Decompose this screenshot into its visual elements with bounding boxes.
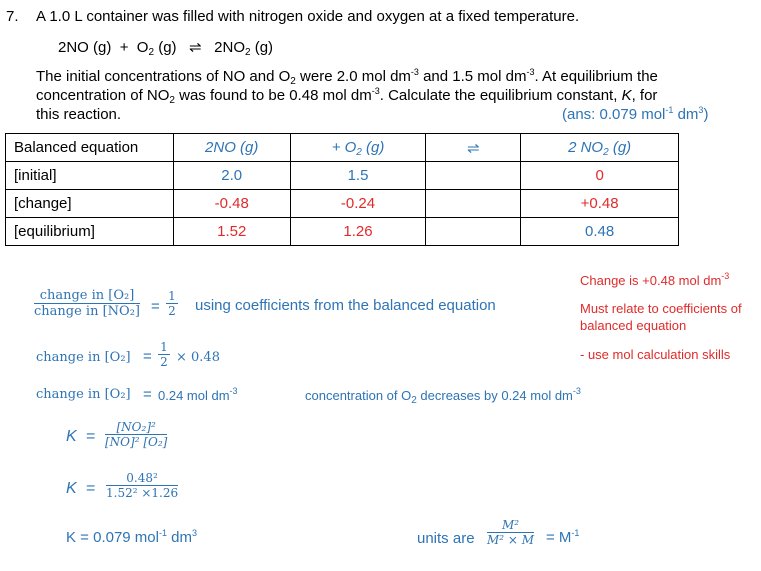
step2-half xyxy=(158,340,170,369)
ice-table xyxy=(5,133,679,246)
units-fraction xyxy=(487,518,534,547)
k-result-pre: K = 0.079 mol xyxy=(66,529,159,546)
line1-exp2: -3 xyxy=(526,67,535,77)
row-label: [change] xyxy=(6,190,174,218)
units-numerator: M² xyxy=(501,518,520,532)
line1-sub: 2 xyxy=(290,76,296,87)
line1-pre: The initial concentrations of NO and O xyxy=(36,68,291,85)
row-label: [initial] xyxy=(6,162,174,190)
question-intro: A 1.0 L container was filled with nitrogen oxide and oxygen at a fixed temperature. xyxy=(36,8,580,25)
step3-note xyxy=(305,386,581,406)
k-result-post: dm xyxy=(167,529,193,546)
eq-right-state: (g) xyxy=(250,39,274,56)
header-no2-sub: 2 xyxy=(603,147,609,158)
k-values-fraction xyxy=(106,471,178,500)
eq-o2: O xyxy=(136,39,149,56)
units-exp: -1 xyxy=(571,528,580,538)
ratio-equals: = xyxy=(151,298,160,315)
question-line-1 xyxy=(36,68,658,85)
cell-no2: 0 xyxy=(521,162,679,190)
step3-label: change in [O₂] xyxy=(36,387,131,402)
cell-no: 2.0 xyxy=(173,162,290,190)
cell-empty xyxy=(426,162,521,190)
k-equals-1: = xyxy=(86,428,96,445)
ratio-fraction xyxy=(34,288,140,319)
note-change xyxy=(580,273,729,288)
step3-note-exp: -3 xyxy=(572,386,581,396)
line2-post: . Calculate the equilibrium constant, xyxy=(379,87,622,104)
answer-hint xyxy=(562,106,708,123)
header-o2 xyxy=(290,134,426,162)
k-equals-2: = xyxy=(86,480,96,497)
answer-mid: dm xyxy=(673,106,699,123)
answer-post: ) xyxy=(703,106,709,123)
line1-mid: were 2.0 mol dm xyxy=(295,68,411,85)
step3-equals: = xyxy=(143,386,152,403)
step3-note-pre: concentration of O xyxy=(305,388,412,403)
units-eq: = M xyxy=(546,529,572,546)
note-coefficients-1: Must relate to coefficients of xyxy=(580,301,742,316)
k-expr-denominator: [NO]² [O₂] xyxy=(105,435,168,449)
row-label: [equilibrium] xyxy=(6,218,174,246)
cell-no2: 0.48 xyxy=(521,218,679,246)
table-row xyxy=(6,218,679,246)
line1-mid2: and 1.5 mol dm xyxy=(418,68,527,85)
header-no2-pre: 2 NO xyxy=(568,139,604,156)
cell-no: 1.52 xyxy=(173,218,290,246)
eq-plus: + xyxy=(119,39,129,56)
table-row xyxy=(6,162,679,190)
ratio-denominator: change in [NO₂] xyxy=(34,304,140,319)
answer-exp1: -1 xyxy=(665,105,674,115)
cell-no: -0.48 xyxy=(173,190,290,218)
eq-right: 2NO xyxy=(214,39,245,56)
step3-note-post: decreases by 0.24 mol dm xyxy=(416,388,573,403)
line1-exp1: -3 xyxy=(410,67,419,77)
half-denominator: 2 xyxy=(160,355,168,369)
k-result-exp2: 3 xyxy=(192,528,198,538)
half-numerator: 1 xyxy=(168,289,176,303)
reaction-equation xyxy=(58,38,273,56)
k-values-denominator: 1.52² ×1.26 xyxy=(106,486,179,500)
header-no xyxy=(173,134,290,162)
note-mol-skills: - use mol calculation skills xyxy=(580,347,731,362)
step3-value xyxy=(158,388,238,403)
eq-o2-state: (g) xyxy=(154,39,177,56)
note1-exp: -3 xyxy=(721,271,730,281)
note1-pre: Change is +0.48 mol dm xyxy=(580,273,722,288)
header-no2 xyxy=(521,134,679,162)
line1-post: . At equilibrium the xyxy=(534,68,658,85)
note-coefficients-2: balanced equation xyxy=(580,318,687,333)
step2-multiplier: × 0.48 xyxy=(176,350,220,365)
cell-o2: 1.26 xyxy=(290,218,426,246)
step3-note-sub: 2 xyxy=(411,395,417,406)
k-values-numerator: 0.48² xyxy=(126,471,158,485)
line2-sub: 2 xyxy=(169,95,175,106)
cell-empty xyxy=(426,218,521,246)
k-expr-numerator: [NO₂]² xyxy=(116,420,156,434)
eq-right-sub: 2 xyxy=(244,47,251,58)
step3-val: 0.24 mol dm xyxy=(158,388,230,403)
header-o2-pre: + O xyxy=(331,139,357,156)
k-result xyxy=(66,529,197,546)
line2-exp: -3 xyxy=(371,86,380,96)
cell-no2: +0.48 xyxy=(521,190,679,218)
ratio-half xyxy=(166,289,178,318)
line2-k: K xyxy=(621,87,632,104)
ratio-numerator: change in [O₂] xyxy=(39,288,135,303)
step2-label: change in [O₂] xyxy=(36,350,131,365)
k-symbol-2: K xyxy=(66,480,77,497)
units-denominator: M² × M xyxy=(487,533,535,547)
line2-mid: was found to be 0.48 mol dm xyxy=(174,87,372,104)
units-result xyxy=(546,529,579,546)
header-o2-sub: 2 xyxy=(356,147,362,158)
answer-exp2: 3 xyxy=(698,105,704,115)
header-o2-post: (g) xyxy=(361,139,385,156)
cell-o2: -0.24 xyxy=(290,190,426,218)
table-header-row xyxy=(6,134,679,162)
line2-end: , for xyxy=(631,87,658,104)
line2-pre: concentration of NO xyxy=(36,87,170,104)
eq-arrow: ⇌ xyxy=(189,39,202,56)
k-result-exp: -1 xyxy=(158,528,167,538)
cell-empty xyxy=(426,190,521,218)
header-arrow: ⇌ xyxy=(426,134,521,162)
question-line-2 xyxy=(36,87,657,104)
answer-pre: (ans: 0.079 mol xyxy=(562,106,666,123)
ratio-note: using coefficients from the balanced equation xyxy=(195,297,496,314)
question-number: 7. xyxy=(6,8,19,25)
question-line-3: this reaction. xyxy=(36,106,122,123)
eq-left: 2NO (g) xyxy=(58,39,112,56)
units-label: units are xyxy=(417,530,475,547)
step3-exp: -3 xyxy=(229,386,238,396)
step2-equals: = xyxy=(143,348,152,365)
cell-o2: 1.5 xyxy=(290,162,426,190)
half-denominator: 2 xyxy=(168,304,176,318)
k-symbol-1: K xyxy=(66,428,77,445)
table-row xyxy=(6,190,679,218)
header-no2-post: (g) xyxy=(608,139,632,156)
eq-o2-sub: 2 xyxy=(148,47,155,58)
k-expression-fraction xyxy=(105,420,167,449)
header-no-text: 2NO (g) xyxy=(205,139,259,156)
header-label: Balanced equation xyxy=(6,134,174,162)
half-numerator: 1 xyxy=(160,340,168,354)
